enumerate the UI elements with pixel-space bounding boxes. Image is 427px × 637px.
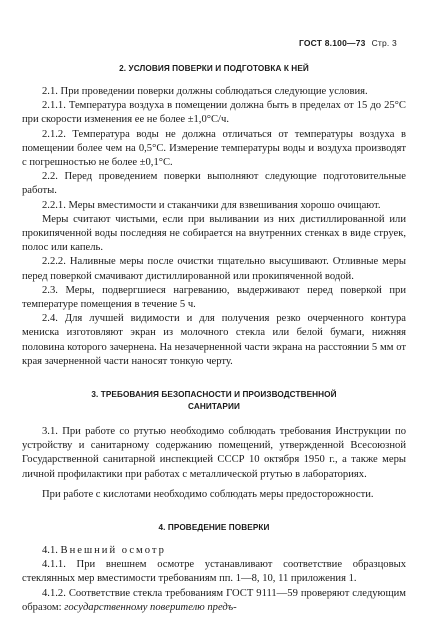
paragraph-2-1-1: 2.1.1. Температура воздуха в помещении должна быть в пределах от 15 до 25°С при скорости изменения ее не более ±1,0°С/ч.	[22, 100, 406, 126]
paragraph-2-4: 2.4. Для лучшей видимости и для получения резко очерченного контура мениска изготовляют экран из молочного стекла или белой бумаги, нижняя половина которого зачернена. На незачерненной части экрана на расстоянии 5 мм от края зачерненной части наносят тонкую черту.	[22, 313, 406, 367]
paragraph-4-1-title: Внешний осмотр	[60, 545, 166, 557]
paragraph-clean-criteria: Меры считают чистыми, если при выливании из них дистиллированной или прокипяченной воды последняя не собирается на внутренних стенках в виде струек, полос или капель.	[22, 213, 406, 254]
paragraph-2-2-2: 2.2.2. Наливные меры после очистки тщательно высушивают. Отливные меры перед поверкой смачивают дистиллированной или прокипяченной водой.	[22, 256, 406, 282]
section-3-heading	[22, 389, 406, 413]
paragraph-4-1-2	[22, 587, 406, 615]
page-number: Стр. 3	[371, 38, 397, 48]
paragraph-2-2-1: 2.2.1. Меры вместимости и стаканчики для взвешивания хорошо очищают.	[42, 199, 381, 211]
paragraph-4-1-1: 4.1.1. При внешнем осмотре устанавливают соответствие образцовых стеклянных мер вместимости требованиям пп. 1—8, 10, 11 приложения 1.	[22, 559, 406, 585]
section-3-heading-line-2: САНИТАРИИ	[188, 402, 240, 412]
standard-number: ГОСТ 8.100—73	[298, 38, 366, 48]
section-4-heading: 4. ПРОВЕДЕНИЕ ПОВЕРКИ	[158, 523, 270, 533]
paragraph-4-1-2-italic-text: государственному поверителю предъ-	[61, 601, 237, 613]
page-header	[299, 38, 397, 48]
page-content	[22, 60, 406, 615]
paragraph-2-2: 2.2. Перед проведением поверки выполняют следующие подготовительные работы.	[22, 171, 406, 197]
section-2-heading: 2. УСЛОВИЯ ПОВЕРКИ И ПОДГОТОВКА К НЕЙ	[119, 64, 309, 73]
paragraph-2-3: 2.3. Меры, подвергшиеся нагреванию, выдерживают перед поверкой при температуре помещения в течение 5 ч.	[22, 284, 406, 311]
paragraph-acid-safety: При работе с кислотами необходимо соблюдать меры предосторожности.	[42, 488, 374, 500]
paragraph-3-1: 3.1. При работе со ртутью необходимо соблюдать требования Инструкции по устройству и санитарному содержанию помещений, утвержденной Всесоюзной Государственной санитарной инспекцией СССР 10 октября 1950 г., а также меры личной профилактики при работах с металлической ртутью в лабораториях.	[22, 426, 406, 480]
paragraph-2-1: 2.1. При проведении поверки должны соблюдаться следующие условия.	[42, 86, 368, 97]
section-3-heading-line-1: 3. ТРЕБОВАНИЯ БЕЗОПАСНОСТИ И ПРОИЗВОДСТВЕННОЙ	[91, 390, 337, 400]
paragraph-4-1-2-text: 4.1.2. Соответствие стекла требованиям ГОСТ 9111—59 проверяют следующим образом:	[22, 587, 406, 613]
paragraph-4-1	[22, 544, 406, 558]
paragraph-4-1-number: 4.1.	[42, 545, 58, 557]
paragraph-2-1-2: 2.1.2. Температура воды не должна отличаться от температуры воздуха в помещении более чем на 0,5°С. Измерение температуры воды и воздуха производят с погрешностью не более ±0,1°С.	[22, 128, 406, 169]
